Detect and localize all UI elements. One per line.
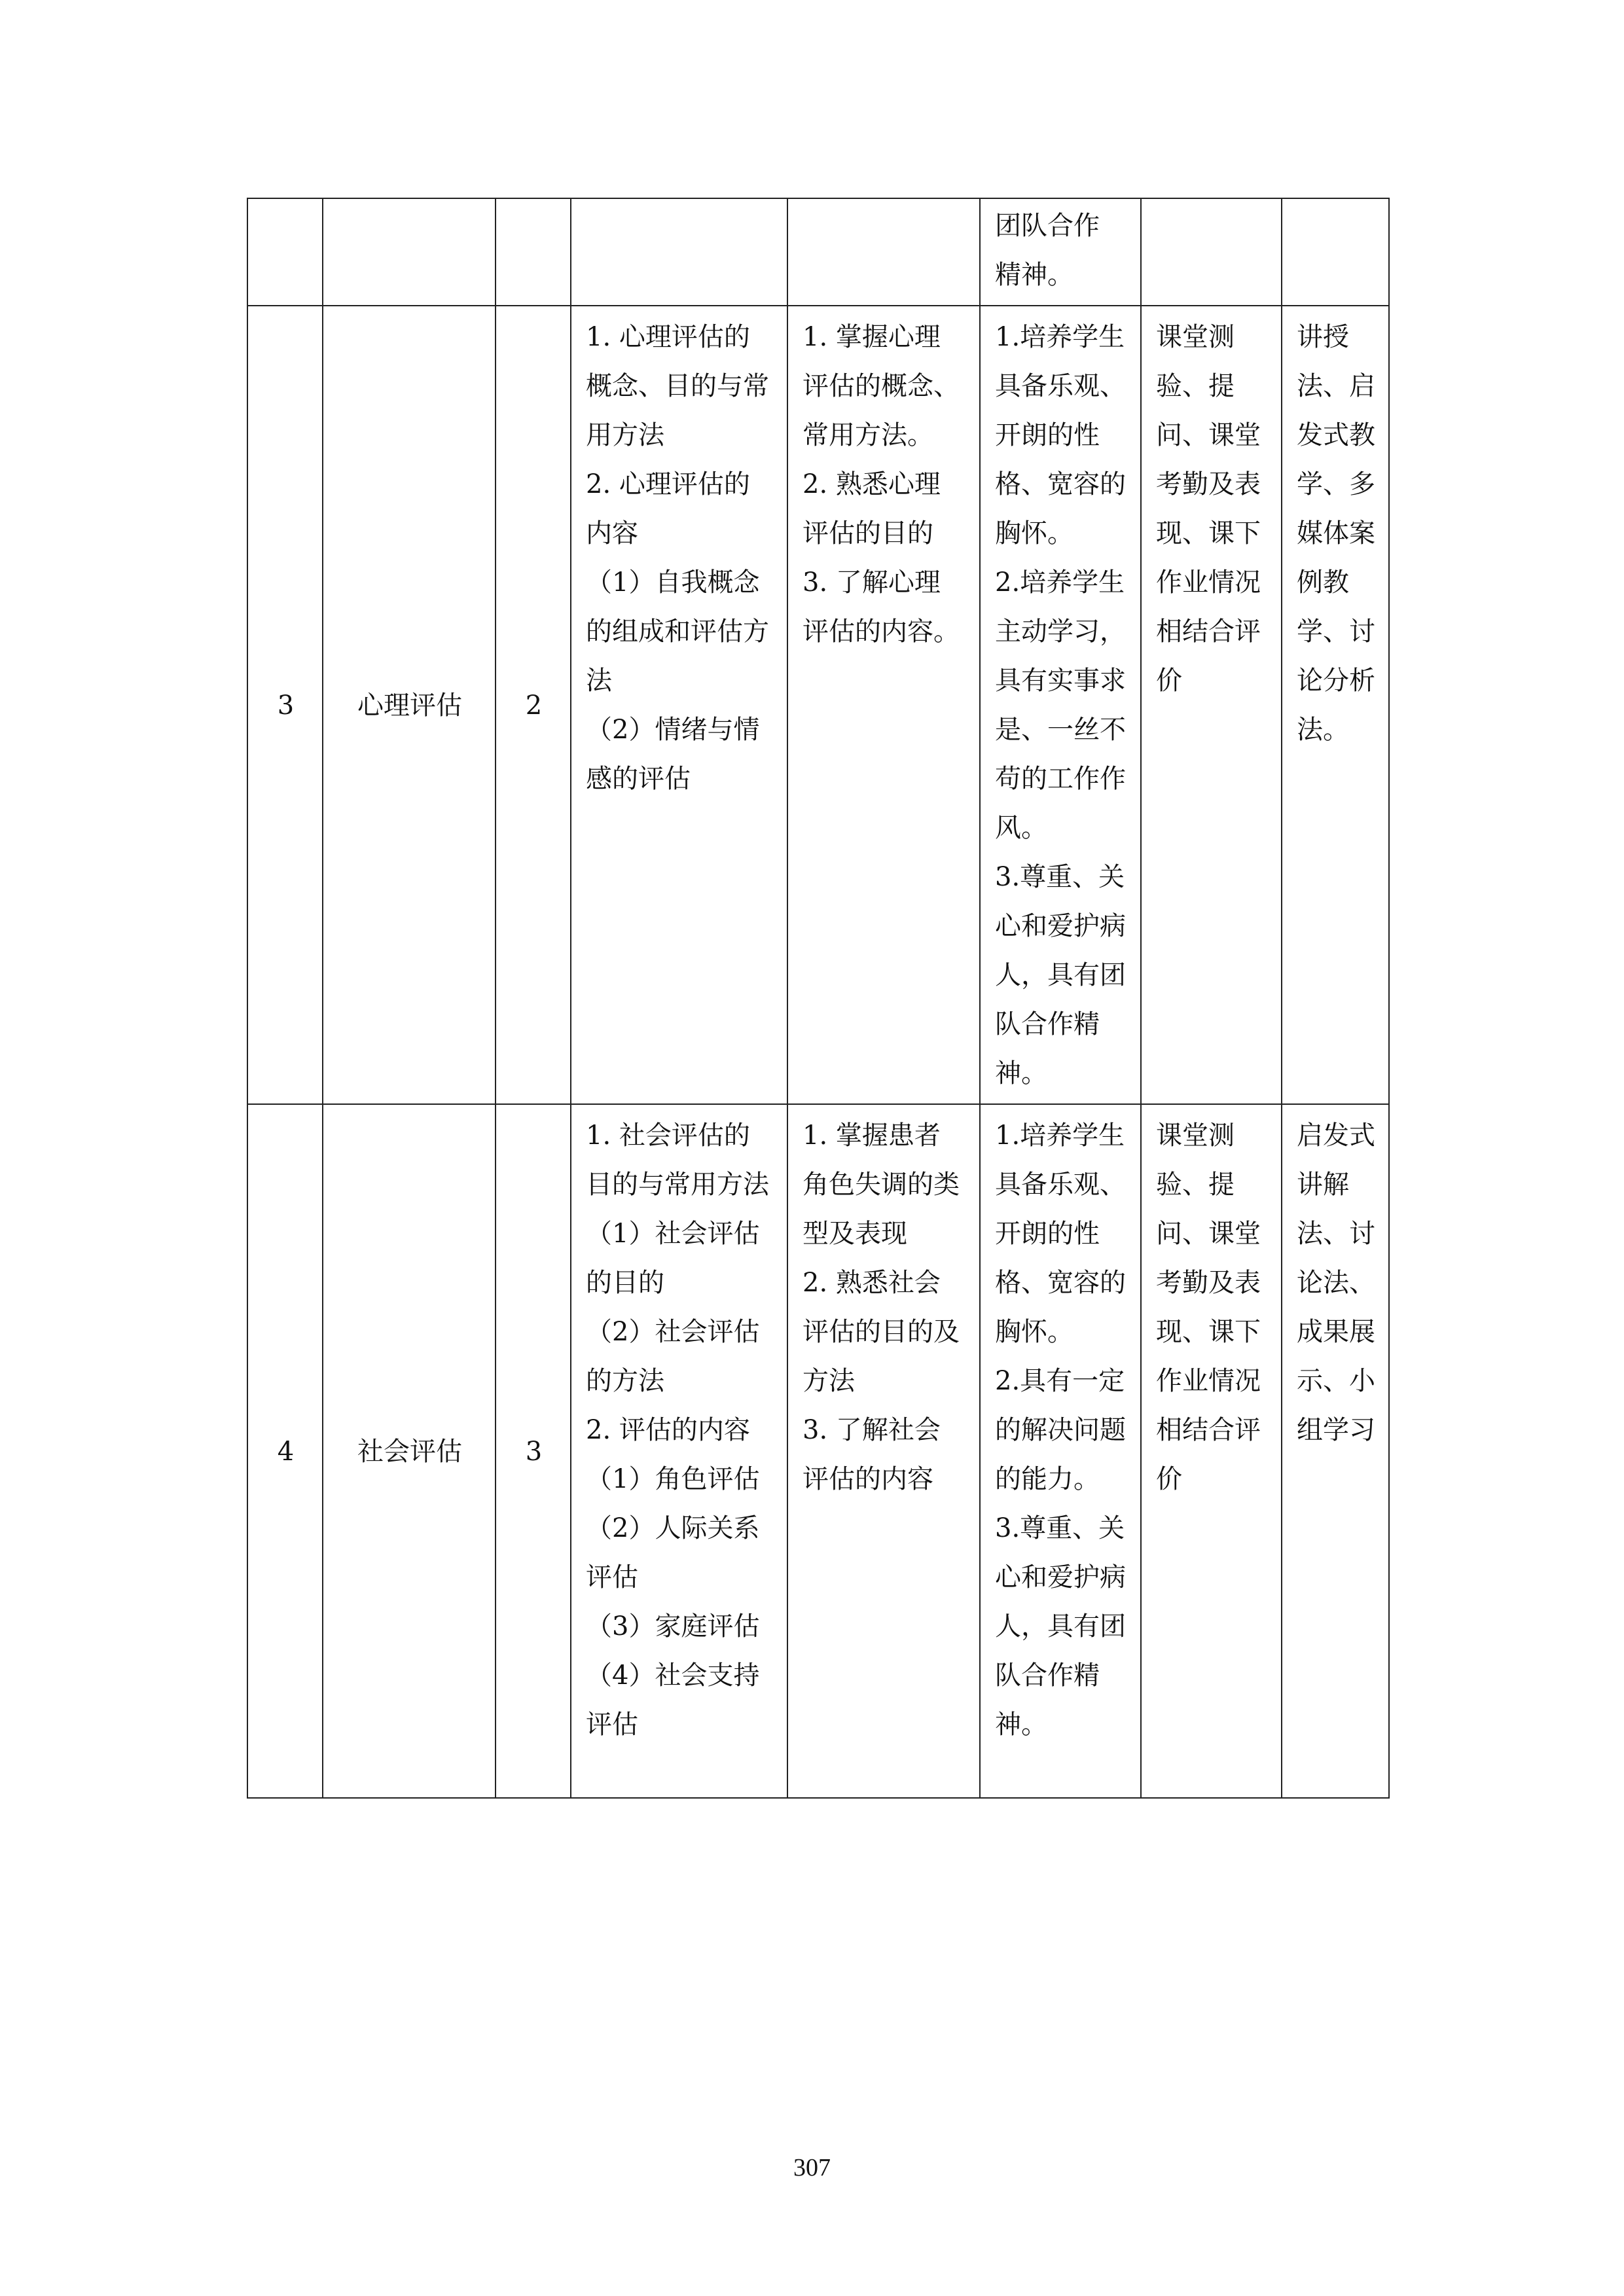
table-row bbox=[247, 198, 1389, 306]
cell-quality-goal: 团队合作 精神。 bbox=[980, 198, 1141, 306]
cell-number: 4 bbox=[247, 1104, 323, 1798]
cell-number bbox=[247, 198, 323, 306]
page-number: 307 bbox=[793, 2154, 831, 2181]
cell-topic: 社会评估 bbox=[323, 1104, 496, 1798]
cell-method: 启发式讲解法、讨论法、成果展示、小组学习 bbox=[1282, 1104, 1389, 1798]
cell-quality-goal: 1.培养学生具备乐观、开朗的性格、宽容的胸怀。 2.具有一定的解决问题的能力。 3.尊重、关心和爱护病人，具有团队合作精神。 bbox=[980, 1104, 1141, 1798]
cell-content: 1. 心理评估的概念、目的与常用方法 2. 心理评估的内容 （1）自我概念的组成和评估方法 （2）情绪与情感的评估 bbox=[571, 306, 787, 1104]
cell-topic: 心理评估 bbox=[323, 306, 496, 1104]
cell-objective: 1. 掌握患者角色失调的类型及表现 2. 熟悉社会评估的目的及方法 3. 了解社会评估的内容 bbox=[787, 1104, 980, 1798]
course-syllabus-table bbox=[247, 198, 1390, 1799]
cell-method bbox=[1282, 198, 1389, 306]
cell-hours: 3 bbox=[496, 1104, 571, 1798]
cell-objective: 1. 掌握心理评估的概念、常用方法。 2. 熟悉心理评估的目的 3. 了解心理评估的内容。 bbox=[787, 306, 980, 1104]
cell-assessment: 课堂测验、提问、课堂考勤及表现、课下作业情况相结合评价 bbox=[1141, 1104, 1282, 1798]
cell-content bbox=[571, 198, 787, 306]
cell-hours bbox=[496, 198, 571, 306]
cell-topic bbox=[323, 198, 496, 306]
cell-content: 1. 社会评估的目的与常用方法 （1）社会评估的目的 （2）社会评估的方法 2. 评估的内容 （1）角色评估 （2）人际关系评估 （3）家庭评估 （4）社会支持评估 bbox=[571, 1104, 787, 1798]
cell-objective bbox=[787, 198, 980, 306]
cell-number: 3 bbox=[247, 306, 323, 1104]
cell-hours: 2 bbox=[496, 306, 571, 1104]
cell-assessment bbox=[1141, 198, 1282, 306]
table-row bbox=[247, 306, 1389, 1104]
cell-quality-goal: 1.培养学生具备乐观、开朗的性格、宽容的胸怀。 2.培养学生主动学习，具有实事求是、一丝不苟的工作作风。 3.尊重、关心和爱护病人，具有团队合作精神。 bbox=[980, 306, 1141, 1104]
table-row bbox=[247, 1104, 1389, 1798]
cell-assessment: 课堂测验、提问、课堂考勤及表现、课下作业情况相结合评价 bbox=[1141, 306, 1282, 1104]
cell-method: 讲授法、启发式教学、多媒体案例教学、讨论分析法。 bbox=[1282, 306, 1389, 1104]
